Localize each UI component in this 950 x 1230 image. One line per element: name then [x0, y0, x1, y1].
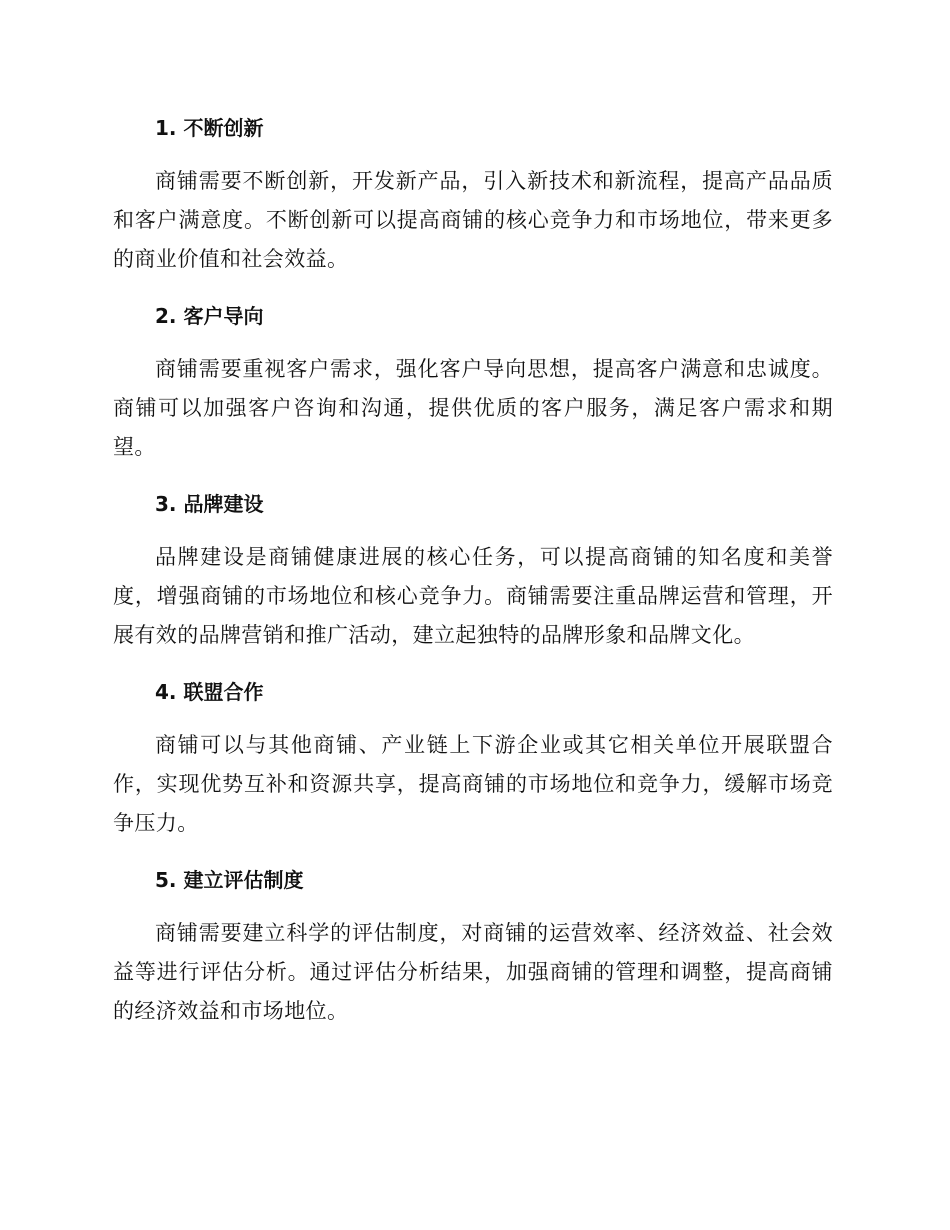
section-innovation [113, 108, 833, 279]
section-heading: 1. 不断创新 [155, 116, 264, 140]
section-paragraph: 商铺需要建立科学的评估制度，对商铺的运营效率、经济效益、社会效益等进行评估分析。通过评估分析结果，加强商铺的管理和调整，提高商铺的经济效益和市场地位。 [113, 921, 833, 1023]
section-evaluation-system [113, 860, 833, 1031]
section-heading: 5. 建立评估制度 [155, 868, 304, 892]
section-alliance [113, 672, 833, 843]
section-heading: 2. 客户导向 [155, 304, 264, 328]
section-customer-orientation [113, 296, 833, 467]
section-paragraph: 商铺可以与其他商铺、产业链上下游企业或其它相关单位开展联盟合作，实现优势互补和资源共享，提高商铺的市场地位和竞争力，缓解市场竞争压力。 [113, 733, 833, 835]
section-paragraph: 商铺需要不断创新，开发新产品，引入新技术和新流程，提高产品品质和客户满意度。不断创新可以提高商铺的核心竞争力和市场地位，带来更多的商业价值和社会效益。 [113, 169, 833, 271]
section-brand-building [113, 484, 833, 655]
document-page [113, 108, 833, 1048]
section-paragraph: 品牌建设是商铺健康进展的核心任务，可以提高商铺的知名度和美誉度，增强商铺的市场地位和核心竞争力。商铺需要注重品牌运营和管理，开展有效的品牌营销和推广活动，建立起独特的品牌形象和品牌文化。 [113, 545, 833, 647]
section-heading: 4. 联盟合作 [155, 680, 264, 704]
section-paragraph: 商铺需要重视客户需求，强化客户导向思想，提高客户满意和忠诚度。商铺可以加强客户咨询和沟通，提供优质的客户服务，满足客户需求和期望。 [113, 357, 833, 459]
section-heading: 3. 品牌建设 [155, 492, 264, 516]
